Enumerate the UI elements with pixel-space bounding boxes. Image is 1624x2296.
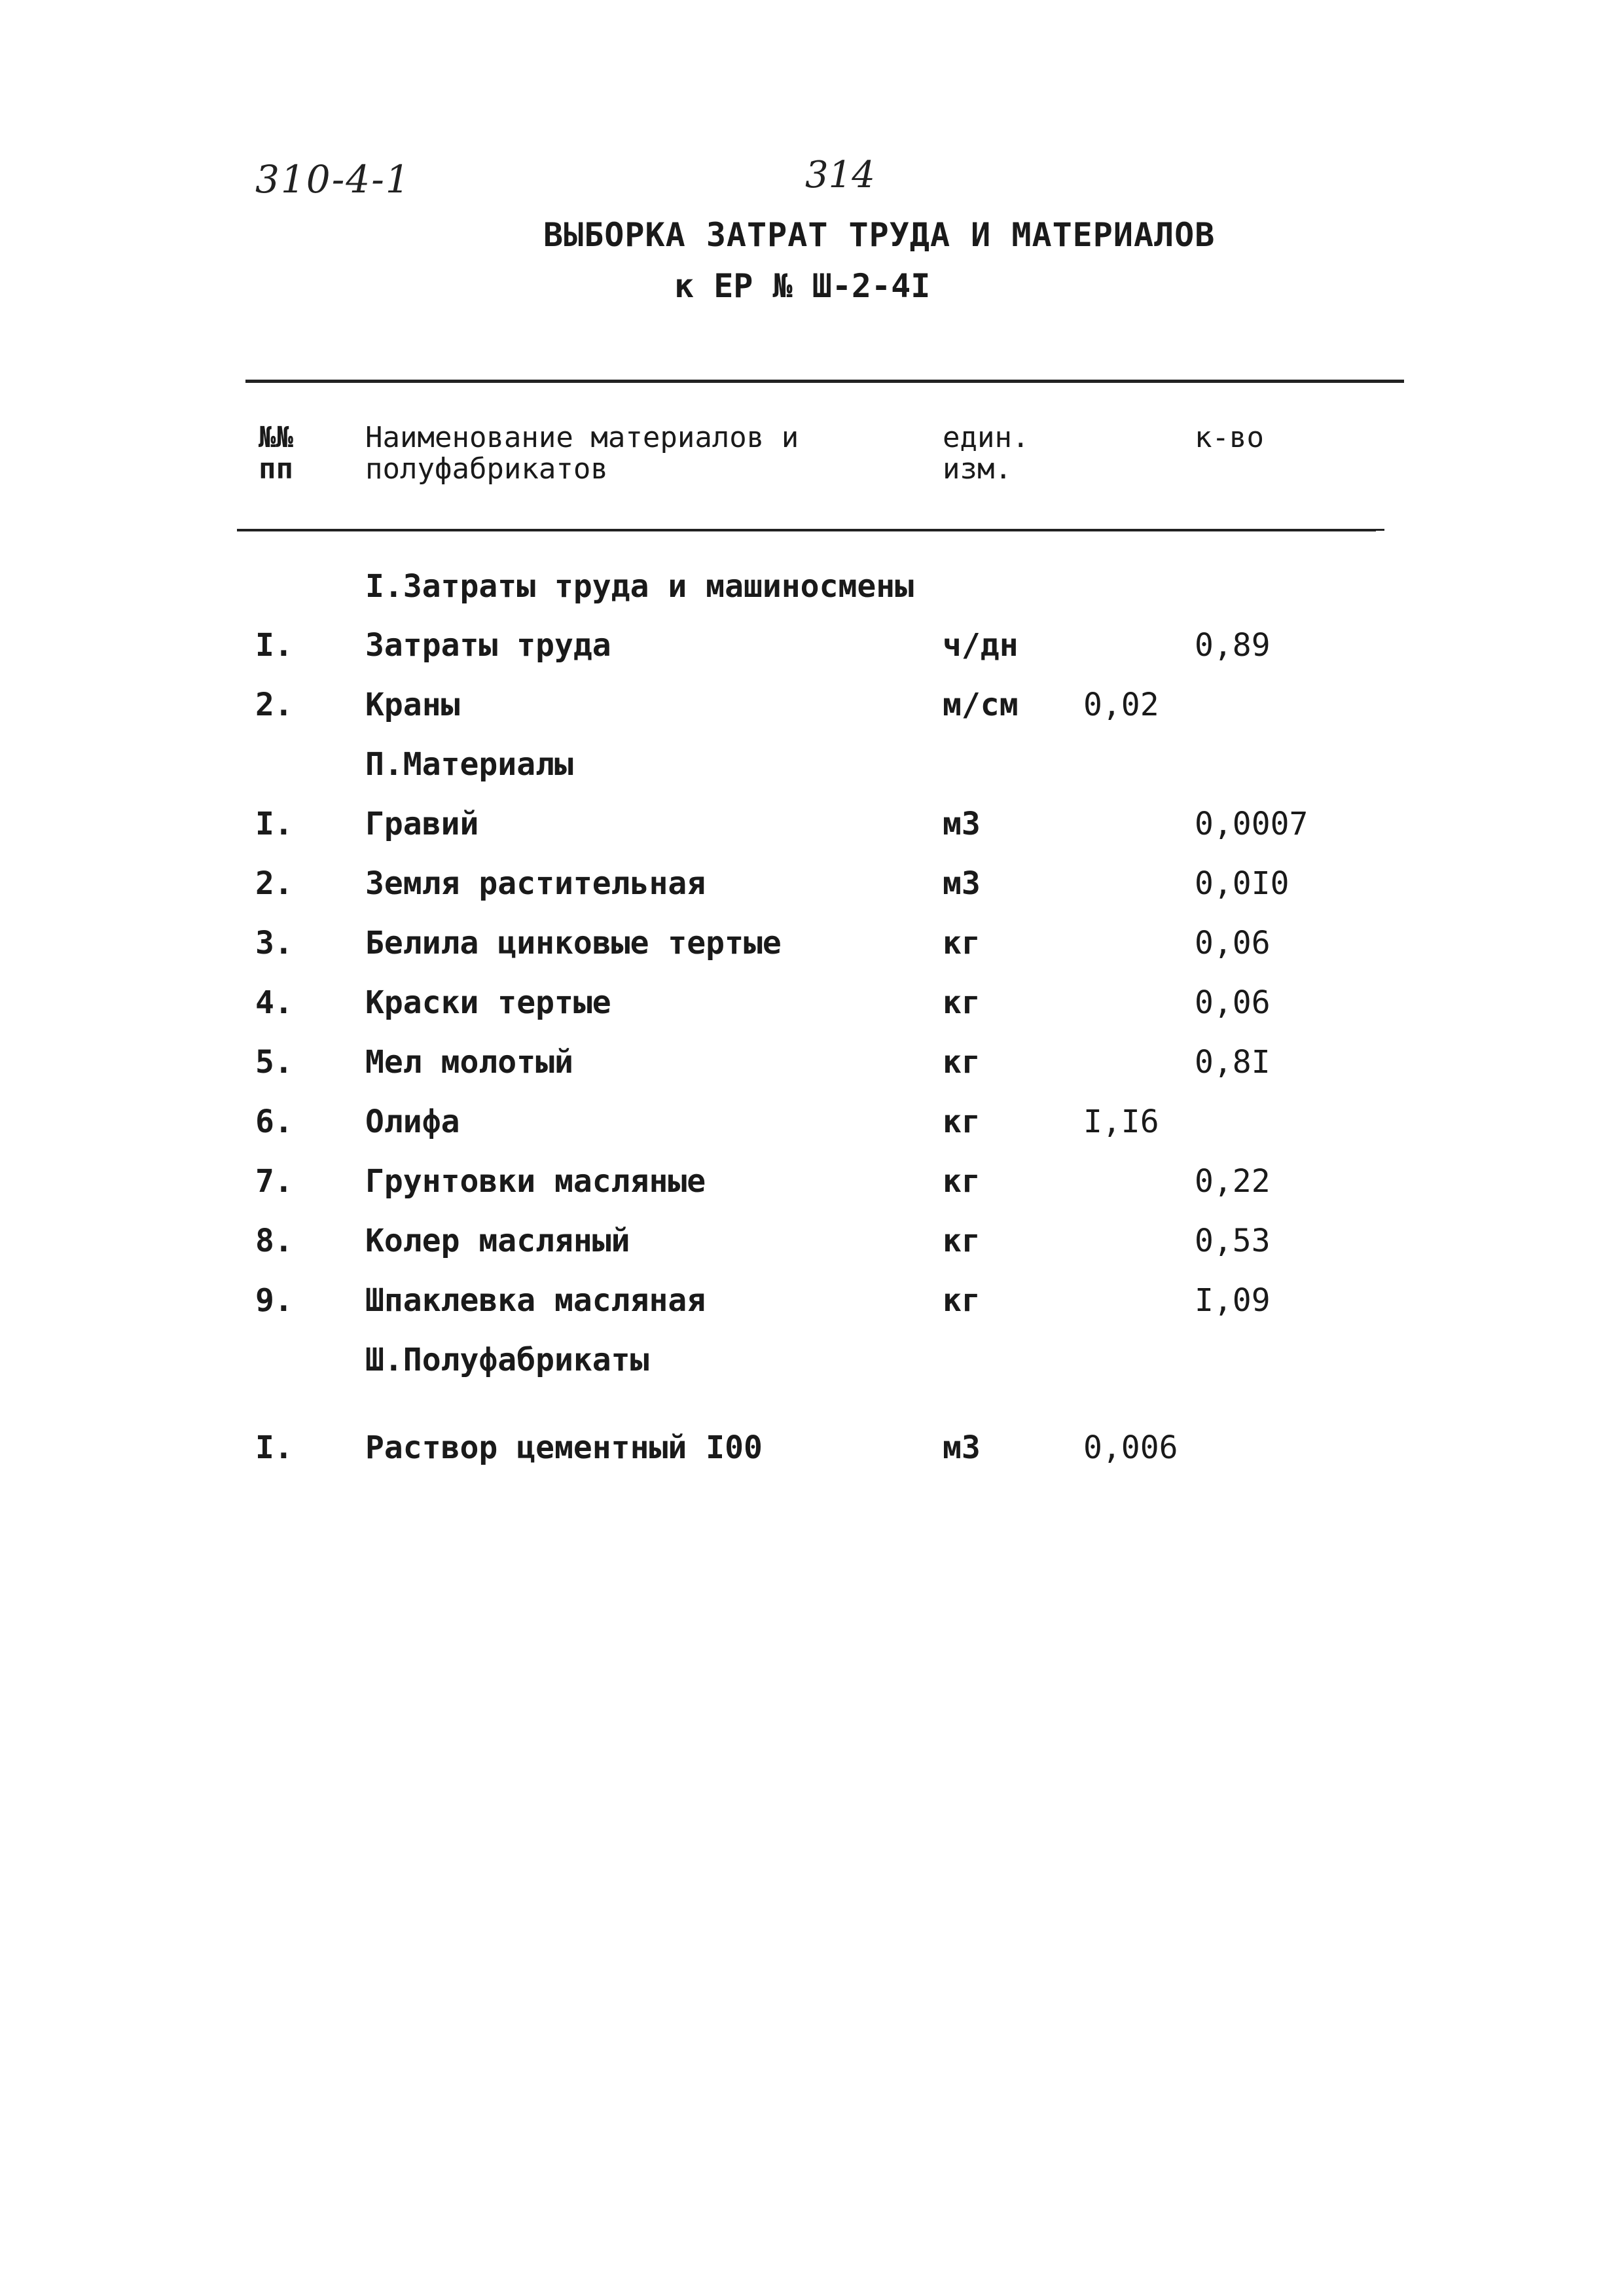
column-header-unit: един. изм. [943, 421, 1030, 486]
column-header-number: №№ пп [259, 421, 293, 486]
row-name: Затраты труда [365, 627, 611, 664]
row-number: 5. [255, 1044, 293, 1081]
row-unit: кг [943, 1282, 981, 1319]
row-unit: кг [943, 925, 981, 961]
page-subtitle: к ЕР № Ш-2-4I [674, 267, 931, 305]
row-name: Шпаклевка масляная [365, 1282, 706, 1319]
row-number: 6. [255, 1103, 293, 1140]
row-unit: кг [943, 984, 981, 1021]
row-number: I. [255, 627, 293, 664]
row-quantity: 0,53 [1195, 1223, 1271, 1259]
row-number: 9. [255, 1282, 293, 1319]
section-heading-materials: П.Материалы [365, 746, 573, 783]
column-header-name: Наименование материалов и полуфабрикатов [365, 421, 799, 486]
row-number: 2. [255, 865, 293, 902]
row-quantity: 0,22 [1195, 1163, 1271, 1200]
page-title: ВЫБОРКА ЗАТРАТ ТРУДА И МАТЕРИАЛОВ [543, 216, 1216, 254]
row-name: Гравий [365, 806, 479, 842]
row-unit: м3 [943, 806, 981, 842]
row-number: I. [255, 1429, 293, 1466]
row-number: I. [255, 806, 293, 842]
row-unit: кг [943, 1223, 981, 1259]
column-header-quantity: к-во [1195, 421, 1264, 454]
document-code: 310-4-1 [255, 157, 411, 202]
row-unit: м3 [943, 1429, 981, 1466]
row-name: Грунтовки масляные [365, 1163, 706, 1200]
header-bottom-rule [237, 529, 1376, 531]
row-name: Белила цинковые тертые [365, 925, 782, 961]
row-name: Мел молотый [365, 1044, 573, 1081]
row-unit: кг [943, 1103, 981, 1140]
row-unit: м/см [943, 687, 1019, 723]
row-unit: кг [943, 1163, 981, 1200]
row-quantity: I,09 [1195, 1282, 1271, 1319]
row-mid-value: I,I6 [1083, 1103, 1159, 1140]
row-unit: ч/дн [943, 627, 1019, 664]
row-number: 2. [255, 687, 293, 723]
row-number: 3. [255, 925, 293, 961]
row-unit: кг [943, 1044, 981, 1081]
row-number: 7. [255, 1163, 293, 1200]
row-name: Раствор цементный I00 [365, 1429, 763, 1466]
row-quantity: 0,89 [1195, 627, 1271, 664]
row-quantity: 0,06 [1195, 984, 1271, 1021]
row-name: Краны [365, 687, 460, 723]
row-number: 4. [255, 984, 293, 1021]
page-number: 314 [805, 154, 875, 196]
row-quantity: 0,0007 [1195, 806, 1308, 842]
section-heading-labor: I.Затраты труда и машиносмены [365, 568, 914, 605]
row-name: Краски тертые [365, 984, 611, 1021]
row-mid-value: 0,006 [1083, 1429, 1178, 1466]
header-rule-tail [1358, 529, 1384, 531]
section-heading-semi-finished: Ш.Полуфабрикаты [365, 1342, 649, 1378]
row-unit: м3 [943, 865, 981, 902]
row-name: Колер масляный [365, 1223, 630, 1259]
row-quantity: 0,0I0 [1195, 865, 1290, 902]
row-number: 8. [255, 1223, 293, 1259]
row-name: Олифа [365, 1103, 460, 1140]
row-name: Земля растительная [365, 865, 706, 902]
row-mid-value: 0,02 [1083, 687, 1159, 723]
row-quantity: 0,8I [1195, 1044, 1271, 1081]
table-top-rule [245, 380, 1404, 383]
row-quantity: 0,06 [1195, 925, 1271, 961]
